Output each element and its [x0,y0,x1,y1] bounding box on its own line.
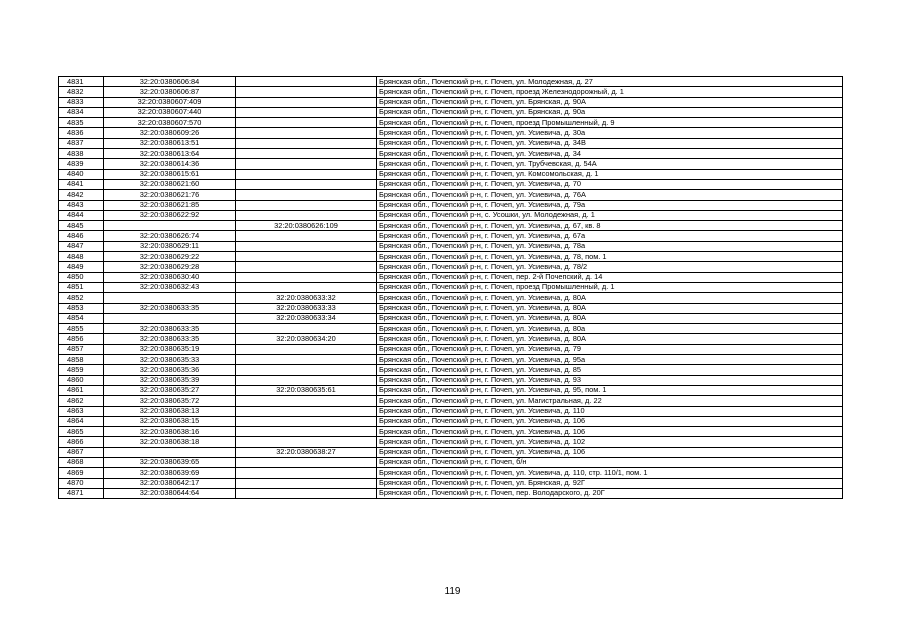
table-row [59,293,843,303]
cadastral-number-cell: 32:20:0380615:61 [104,169,236,179]
cadastral-number-cell: 32:20:0380630:40 [104,272,236,282]
table-row [59,303,843,313]
table-row [59,447,843,457]
address-cell: Брянская обл., Почепский р-н, г. Почеп, ул. Усиевича, д. 78, пом. 1 [377,252,843,262]
row-number-cell: 4863 [59,406,104,416]
table-row [59,427,843,437]
related-cadastral-number-cell [236,375,377,385]
related-cadastral-number-cell [236,231,377,241]
related-cadastral-number-cell: 32:20:0380635:61 [236,385,377,395]
table-row [59,344,843,354]
table-row [59,159,843,169]
registry-table-body [59,77,843,499]
row-number-cell: 4864 [59,416,104,426]
related-cadastral-number-cell [236,468,377,478]
row-number-cell: 4853 [59,303,104,313]
cadastral-number-cell: 32:20:0380632:43 [104,282,236,292]
cadastral-number-cell: 32:20:0380635:27 [104,385,236,395]
table-row [59,210,843,220]
address-cell: Брянская обл., Почепский р-н, г. Почеп, ул. Усиевича, д. 80А [377,313,843,323]
address-cell: Брянская обл., Почепский р-н, г. Почеп, ул. Усиевича, д. 34 [377,149,843,159]
table-row [59,324,843,334]
cadastral-number-cell: 32:20:0380622:92 [104,210,236,220]
related-cadastral-number-cell: 32:20:0380638:27 [236,447,377,457]
address-cell: Брянская обл., Почепский р-н, г. Почеп, ул. Усиевича, д. 79а [377,200,843,210]
table-row [59,252,843,262]
row-number-cell: 4868 [59,457,104,467]
address-cell: Брянская обл., Почепский р-н, г. Почеп, проезд Железнодорожный, д. 1 [377,87,843,97]
row-number-cell: 4854 [59,313,104,323]
address-cell: Брянская обл., Почепский р-н, г. Почеп, ул. Усиевича, д. 95, пом. 1 [377,385,843,395]
row-number-cell: 4843 [59,200,104,210]
related-cadastral-number-cell [236,169,377,179]
cadastral-number-cell [104,221,236,231]
table-row [59,375,843,385]
related-cadastral-number-cell [236,138,377,148]
table-row [59,468,843,478]
related-cadastral-number-cell [236,179,377,189]
table-row [59,97,843,107]
related-cadastral-number-cell: 32:20:0380633:34 [236,313,377,323]
row-number-cell: 4855 [59,324,104,334]
table-row [59,488,843,498]
address-cell: Брянская обл., Почепский р-н, г. Почеп, ул. Усиевича, д. 79 [377,344,843,354]
cadastral-number-cell: 32:20:0380629:28 [104,262,236,272]
row-number-cell: 4831 [59,77,104,87]
cadastral-number-cell: 32:20:0380635:72 [104,396,236,406]
address-cell: Брянская обл., Почепский р-н, г. Почеп, б/н [377,457,843,467]
cadastral-number-cell: 32:20:0380642:17 [104,478,236,488]
address-cell: Брянская обл., Почепский р-н, г. Почеп, ул. Усиевича, д. 70 [377,179,843,189]
cadastral-number-cell: 32:20:0380638:16 [104,427,236,437]
row-number-cell: 4845 [59,221,104,231]
related-cadastral-number-cell [236,262,377,272]
cadastral-number-cell: 32:20:0380629:11 [104,241,236,251]
address-cell: Брянская обл., Почепский р-н, г. Почеп, ул. Брянская, д. 90А [377,97,843,107]
related-cadastral-number-cell [236,77,377,87]
related-cadastral-number-cell: 32:20:0380633:33 [236,303,377,313]
address-cell: Брянская обл., Почепский р-н, г. Почеп, ул. Усиевича, д. 76А [377,190,843,200]
related-cadastral-number-cell [236,478,377,488]
related-cadastral-number-cell [236,241,377,251]
cadastral-number-cell: 32:20:0380639:65 [104,457,236,467]
row-number-cell: 4870 [59,478,104,488]
related-cadastral-number-cell [236,200,377,210]
row-number-cell: 4844 [59,210,104,220]
registry-table [58,76,843,499]
related-cadastral-number-cell [236,457,377,467]
related-cadastral-number-cell [236,87,377,97]
row-number-cell: 4838 [59,149,104,159]
cadastral-number-cell: 32:20:0380633:35 [104,334,236,344]
address-cell: Брянская обл., Почепский р-н, г. Почеп, ул. Усиевича, д. 30а [377,128,843,138]
related-cadastral-number-cell [236,107,377,117]
row-number-cell: 4861 [59,385,104,395]
cadastral-number-cell: 32:20:0380638:18 [104,437,236,447]
address-cell: Брянская обл., Почепский р-н, г. Почеп, ул. Комсомольская, д. 1 [377,169,843,179]
table-row [59,457,843,467]
address-cell: Брянская обл., Почепский р-н, г. Почеп, ул. Усиевича, д. 80А [377,293,843,303]
row-number-cell: 4842 [59,190,104,200]
row-number-cell: 4859 [59,365,104,375]
row-number-cell: 4867 [59,447,104,457]
address-cell: Брянская обл., Почепский р-н, г. Почеп, ул. Усиевича, д. 95а [377,355,843,365]
address-cell: Брянская обл., Почепский р-н, г. Почеп, ул. Усиевича, д. 106 [377,416,843,426]
cadastral-number-cell: 32:20:0380607:440 [104,107,236,117]
cadastral-number-cell: 32:20:0380609:26 [104,128,236,138]
address-cell: Брянская обл., Почепский р-н, с. Усошки, ул. Молодежная, д. 1 [377,210,843,220]
table-row [59,313,843,323]
related-cadastral-number-cell [236,406,377,416]
related-cadastral-number-cell [236,365,377,375]
cadastral-number-cell [104,293,236,303]
address-cell: Брянская обл., Почепский р-н, г. Почеп, проезд Промышленный, д. 9 [377,118,843,128]
table-row [59,385,843,395]
row-number-cell: 4865 [59,427,104,437]
table-row [59,128,843,138]
table-row [59,241,843,251]
address-cell: Брянская обл., Почепский р-н, г. Почеп, ул. Усиевича, д. 106 [377,427,843,437]
cadastral-number-cell: 32:20:0380606:87 [104,87,236,97]
related-cadastral-number-cell [236,272,377,282]
table-row [59,262,843,272]
cadastral-number-cell: 32:20:0380613:51 [104,138,236,148]
table-row [59,87,843,97]
table-row [59,282,843,292]
row-number-cell: 4848 [59,252,104,262]
page-number: 119 [444,586,461,597]
related-cadastral-number-cell [236,159,377,169]
row-number-cell: 4841 [59,179,104,189]
table-row [59,149,843,159]
address-cell: Брянская обл., Почепский р-н, г. Почеп, ул. Усиевича, д. 102 [377,437,843,447]
row-number-cell: 4846 [59,231,104,241]
cadastral-number-cell: 32:20:0380638:13 [104,406,236,416]
address-cell: Брянская обл., Почепский р-н, г. Почеп, ул. Усиевича, д. 93 [377,375,843,385]
address-cell: Брянская обл., Почепский р-н, г. Почеп, пер. 2-й Почепский, д. 14 [377,272,843,282]
cadastral-number-cell [104,313,236,323]
row-number-cell: 4835 [59,118,104,128]
cadastral-number-cell: 32:20:0380633:35 [104,303,236,313]
address-cell: Брянская обл., Почепский р-н, г. Почеп, ул. Усиевича, д. 67, кв. 8 [377,221,843,231]
cadastral-number-cell: 32:20:0380621:85 [104,200,236,210]
table-row [59,396,843,406]
row-number-cell: 4839 [59,159,104,169]
row-number-cell: 4850 [59,272,104,282]
address-cell: Брянская обл., Почепский р-н, г. Почеп, ул. Усиевича, д. 78а [377,241,843,251]
related-cadastral-number-cell [236,252,377,262]
cadastral-number-cell: 32:20:0380635:36 [104,365,236,375]
cadastral-number-cell: 32:20:0380621:60 [104,179,236,189]
table-row [59,118,843,128]
related-cadastral-number-cell [236,97,377,107]
cadastral-number-cell: 32:20:0380635:19 [104,344,236,354]
table-row [59,77,843,87]
table-row [59,138,843,148]
address-cell: Брянская обл., Почепский р-н, г. Почеп, ул. Усиевича, д. 110, стр. 110/1, пом. 1 [377,468,843,478]
address-cell: Брянская обл., Почепский р-н, г. Почеп, ул. Брянская, д. 92Г [377,478,843,488]
row-number-cell: 4871 [59,488,104,498]
address-cell: Брянская обл., Почепский р-н, г. Почеп, ул. Усиевича, д. 80А [377,334,843,344]
address-cell: Брянская обл., Почепский р-н, г. Почеп, ул. Магистральная, д. 22 [377,396,843,406]
related-cadastral-number-cell [236,324,377,334]
row-number-cell: 4852 [59,293,104,303]
table-row [59,272,843,282]
row-number-cell: 4840 [59,169,104,179]
cadastral-number-cell: 32:20:0380638:15 [104,416,236,426]
row-number-cell: 4869 [59,468,104,478]
related-cadastral-number-cell [236,437,377,447]
row-number-cell: 4836 [59,128,104,138]
cadastral-number-cell: 32:20:0380644:64 [104,488,236,498]
address-cell: Брянская обл., Почепский р-н, г. Почеп, ул. Брянская, д. 90а [377,107,843,117]
address-cell: Брянская обл., Почепский р-н, г. Почеп, ул. Усиевича, д. 80а [377,324,843,334]
cadastral-number-cell [104,447,236,457]
related-cadastral-number-cell [236,149,377,159]
address-cell: Брянская обл., Почепский р-н, г. Почеп, проезд Промышленный, д. 1 [377,282,843,292]
table-row [59,190,843,200]
cadastral-number-cell: 32:20:0380614:36 [104,159,236,169]
address-cell: Брянская обл., Почепский р-н, г. Почеп, ул. Усиевича, д. 78/2 [377,262,843,272]
address-cell: Брянская обл., Почепский р-н, г. Почеп, ул. Трубчевская, д. 54А [377,159,843,169]
row-number-cell: 4860 [59,375,104,385]
cadastral-number-cell: 32:20:0380607:409 [104,97,236,107]
table-row [59,107,843,117]
row-number-cell: 4837 [59,138,104,148]
row-number-cell: 4833 [59,97,104,107]
address-cell: Брянская обл., Почепский р-н, г. Почеп, ул. Усиевича, д. 67а [377,231,843,241]
table-row [59,365,843,375]
related-cadastral-number-cell: 32:20:0380626:109 [236,221,377,231]
row-number-cell: 4832 [59,87,104,97]
table-row [59,437,843,447]
row-number-cell: 4847 [59,241,104,251]
table-row [59,416,843,426]
cadastral-number-cell: 32:20:0380635:39 [104,375,236,385]
address-cell: Брянская обл., Почепский р-н, г. Почеп, ул. Молодежная, д. 27 [377,77,843,87]
address-cell: Брянская обл., Почепский р-н, г. Почеп, ул. Усиевича, д. 85 [377,365,843,375]
cadastral-number-cell: 32:20:0380633:35 [104,324,236,334]
related-cadastral-number-cell [236,344,377,354]
row-number-cell: 4851 [59,282,104,292]
table-row [59,169,843,179]
cadastral-number-cell: 32:20:0380606:84 [104,77,236,87]
table-row [59,221,843,231]
row-number-cell: 4834 [59,107,104,117]
row-number-cell: 4857 [59,344,104,354]
table-row [59,406,843,416]
related-cadastral-number-cell [236,355,377,365]
cadastral-number-cell: 32:20:0380607:570 [104,118,236,128]
related-cadastral-number-cell: 32:20:0380633:32 [236,293,377,303]
table-row [59,334,843,344]
related-cadastral-number-cell [236,128,377,138]
table-row [59,355,843,365]
row-number-cell: 4866 [59,437,104,447]
related-cadastral-number-cell [236,488,377,498]
address-cell: Брянская обл., Почепский р-н, г. Почеп, ул. Усиевича, д. 34В [377,138,843,148]
related-cadastral-number-cell [236,396,377,406]
address-cell: Брянская обл., Почепский р-н, г. Почеп, ул. Усиевича, д. 106 [377,447,843,457]
row-number-cell: 4862 [59,396,104,406]
table-row [59,231,843,241]
related-cadastral-number-cell [236,416,377,426]
cadastral-number-cell: 32:20:0380635:33 [104,355,236,365]
row-number-cell: 4856 [59,334,104,344]
table-row [59,200,843,210]
related-cadastral-number-cell [236,427,377,437]
address-cell: Брянская обл., Почепский р-н, г. Почеп, ул. Усиевича, д. 80А [377,303,843,313]
related-cadastral-number-cell: 32:20:0380634:20 [236,334,377,344]
related-cadastral-number-cell [236,282,377,292]
cadastral-number-cell: 32:20:0380621:76 [104,190,236,200]
related-cadastral-number-cell [236,190,377,200]
related-cadastral-number-cell [236,118,377,128]
cadastral-number-cell: 32:20:0380626:74 [104,231,236,241]
cadastral-number-cell: 32:20:0380613:64 [104,149,236,159]
table-row [59,478,843,488]
row-number-cell: 4849 [59,262,104,272]
table-row [59,179,843,189]
address-cell: Брянская обл., Почепский р-н, г. Почеп, пер. Володарского, д. 20Г [377,488,843,498]
related-cadastral-number-cell [236,210,377,220]
cadastral-number-cell: 32:20:0380639:69 [104,468,236,478]
row-number-cell: 4858 [59,355,104,365]
cadastral-number-cell: 32:20:0380629:22 [104,252,236,262]
address-cell: Брянская обл., Почепский р-н, г. Почеп, ул. Усиевича, д. 110 [377,406,843,416]
